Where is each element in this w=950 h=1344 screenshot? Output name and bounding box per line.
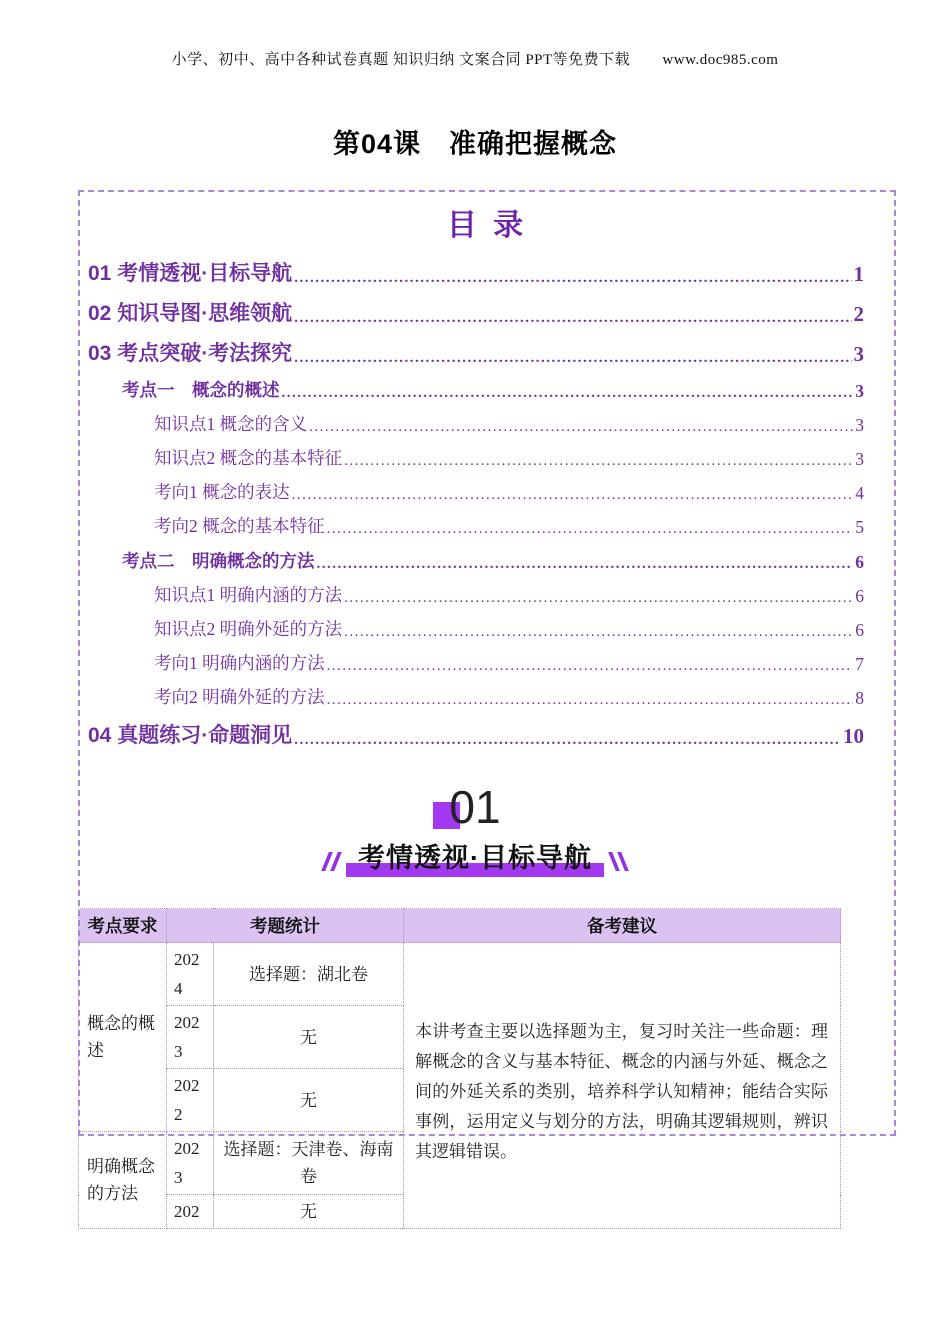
toc-entry[interactable] [80,714,894,754]
stat-cell: 无 [214,1006,404,1069]
toc-entry-label: 01 考情透视·目标导航 [88,262,293,285]
toc-entry-page: 3 [855,381,864,401]
table-of-contents [80,196,894,754]
toc-entry-label: 知识点2 明确外延的方法 [154,619,343,639]
year-line: 3 [174,1042,183,1061]
toc-entry[interactable] [80,372,894,407]
toc-entry-page: 5 [855,517,864,537]
toc-entry[interactable] [80,680,894,714]
toc-entry[interactable] [80,509,894,543]
toc-entry-page: 3 [855,415,864,435]
toc-entry-page: 8 [855,688,864,708]
table-header-row [79,909,841,943]
toc-dot-leader [317,556,854,573]
year-line: 202 [174,1013,200,1032]
toc-entry[interactable] [80,332,894,372]
section-title-text: 考情透视·目标导航 [358,843,592,873]
col-header-topic: 考点要求 [79,909,167,943]
stat-cell: 无 [214,1069,404,1132]
toc-entry[interactable] [80,441,894,475]
double-slash-left-icon [325,852,338,871]
year-cell [167,1069,214,1132]
toc-dot-leader [294,310,851,327]
toc-dot-leader [294,732,841,749]
section-number: 01 [449,781,501,833]
year-cell [167,943,214,1006]
toc-entry-label: 考向2 明确外延的方法 [154,687,325,707]
toc-list [80,252,894,754]
toc-entry[interactable] [80,292,894,332]
toc-dot-leader [327,658,854,675]
toc-dot-leader [327,521,854,538]
toc-entry[interactable] [80,612,894,646]
toc-entry-label: 03 考点突破·考法探究 [88,342,293,365]
toc-entry-label: 知识点1 概念的含义 [154,414,308,434]
stat-cell: 选择题：天津卷、海南卷 [214,1132,404,1195]
doc-title: 第04课 准确把握概念 [332,129,618,159]
year-line: 2 [174,1105,183,1124]
toc-entry-page: 6 [855,620,864,640]
toc-entry-page: 1 [853,262,864,286]
year-line: 202 [174,1202,200,1221]
toc-dot-leader [294,350,851,367]
section-title [352,836,598,875]
toc-entry-page: 10 [843,724,864,748]
toc-entry-page: 4 [855,483,864,503]
site-header-text: 小学、初中、高中各种试卷真题 知识归纳 文案合同 PPT等免费下载 [171,52,631,68]
toc-entry[interactable] [80,252,894,292]
toc-dot-leader [344,590,853,607]
toc-entry-label: 02 知识导图·思维领航 [88,302,293,325]
toc-entry-label: 考点一 概念的概述 [122,380,280,400]
toc-entry-page: 7 [855,654,864,674]
toc-entry[interactable] [80,475,894,509]
year-line: 202 [174,950,200,969]
table-row [79,943,841,1006]
year-line: 202 [174,1139,200,1158]
toc-entry-label: 知识点1 明确内涵的方法 [154,585,343,605]
topic-cell: 明确概念的方法 [79,1132,167,1229]
advice-cell: 本讲考查主要以选择题为主，复习时关注一些命题：理解概念的含义与基本特征、概念的内涵与外延、概念之间的外延关系的类别，培养科学认知精神；能结合实际事例，运用定义与划分的方法，明确其逻辑规则，辨识其逻辑错误。 [404,943,841,1229]
col-header-advice: 备考建议 [404,909,841,943]
year-cell [167,1132,214,1195]
toc-entry[interactable] [80,646,894,680]
toc-dot-leader [344,624,853,641]
site-url[interactable]: www.doc985.com [662,52,779,68]
double-slash-right-icon [612,852,625,871]
toc-dot-leader [294,270,851,287]
section-title-row [0,836,950,875]
toc-entry[interactable] [80,578,894,612]
year-line: 4 [174,979,183,998]
toc-entry-label: 04 真题练习·命题洞见 [88,724,293,747]
site-header [0,48,950,69]
toc-title: 目 录 [446,209,528,242]
toc-entry[interactable] [80,543,894,578]
exam-overview-table [78,908,841,1229]
topic-cell: 概念的概述 [79,943,167,1132]
toc-entry-page: 3 [853,342,864,366]
col-header-stats: 考题统计 [167,909,404,943]
year-cell [167,1195,214,1229]
toc-entry-label: 考向1 明确内涵的方法 [154,653,325,673]
toc-dot-leader [292,487,854,504]
toc-dot-leader [309,419,853,436]
toc-entry-page: 6 [855,552,864,572]
toc-dot-leader [344,453,853,470]
toc-entry-label: 知识点2 概念的基本特征 [154,448,343,468]
toc-entry-label: 考向1 概念的表达 [154,482,290,502]
stat-cell: 无 [214,1195,404,1229]
toc-entry-page: 6 [855,586,864,606]
stat-cell: 选择题：湖北卷 [214,943,404,1006]
section-number-wrap [449,781,501,833]
year-line: 202 [174,1076,200,1095]
toc-entry-label: 考向2 概念的基本特征 [154,516,325,536]
toc-entry[interactable] [80,407,894,441]
section-01-banner [0,781,950,875]
toc-dot-leader [282,385,854,402]
year-line: 3 [174,1168,183,1187]
year-cell [167,1006,214,1069]
toc-entry-page: 3 [855,449,864,469]
toc-entry-label: 考点二 明确概念的方法 [122,551,315,571]
toc-dot-leader [327,692,854,709]
toc-entry-page: 2 [853,302,864,326]
